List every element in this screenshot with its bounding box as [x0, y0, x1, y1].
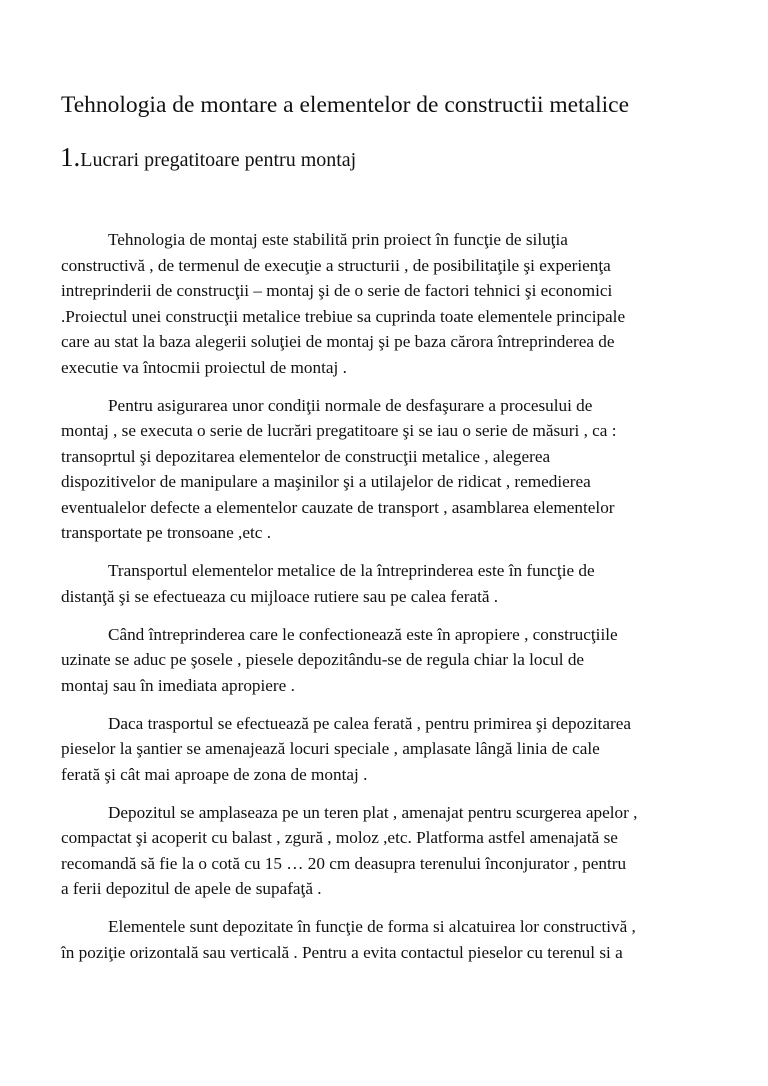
text-line: Depozitul se amplaseaza pe un teren plat , amenajat pentru scurgerea apelor , [108, 802, 638, 822]
paragraph [61, 558, 721, 609]
text-line: executie va întocmii proiectul de montaj . [61, 357, 347, 377]
text-line: montaj sau în imediata apropiere . [61, 675, 295, 695]
text-line: montaj , se executa o serie de lucrări pregatitoare şi se iau o serie de măsuri , ca : [61, 421, 617, 440]
text-line: Transportul elementelor metalice de la întreprinderea este în funcţie de [108, 561, 595, 580]
text-line: constructivă , de termenul de execuţie a structurii , de posibilitaţile şi experienţa [61, 255, 611, 275]
text-line: în poziţie orizontală sau verticală . Pentru a evita contactul pieselor cu terenul si a [61, 942, 623, 962]
text-line: Pentru asigurarea unor condiţii normale de desfaşurare a procesului de [108, 395, 593, 415]
text-line: Elementele sunt depozitate în funcţie de forma si alcatuirea lor constructivă , [108, 917, 636, 936]
text-line: transportate pe tronsoane ,etc . [61, 523, 271, 542]
paragraph [61, 227, 721, 380]
text-line: Când întreprinderea care le confectionează este în apropiere , construcţiile [108, 624, 618, 644]
text-line: .Proiectul unei construcţii metalice trebiue sa cuprinda toate elementele principale [61, 306, 626, 326]
section-heading-text: Lucrari pregatitoare pentru montaj [80, 149, 357, 171]
text-line: eventualelor defecte a elementelor cauzate de transport , asamblarea elementelor [61, 497, 615, 517]
text-line: Tehnologia de montaj este stabilită prin proiect în funcţie de siluţia [108, 230, 568, 249]
paragraph [61, 393, 721, 546]
text-line: intreprinderii de construcţii – montaj şi de o serie de factori tehnici şi economici [61, 281, 613, 300]
text-line: ferată şi cât mai aproape de zona de montaj . [61, 764, 368, 784]
paragraph [61, 711, 721, 788]
text-line: Daca trasportul se efectuează pe calea ferată , pentru primirea şi depozitarea [108, 713, 631, 733]
section-number: 1. [60, 142, 81, 172]
paragraph [61, 622, 721, 699]
text-line: pieselor la şantier se amenajează locuri speciale , amplasate lângă linia de cale [61, 739, 600, 758]
section-heading [60, 140, 720, 177]
text-line: uzinate se aduc pe şosele , piesele depozitându-se de regula chiar la locul de [61, 650, 585, 669]
text-line: compactat şi acoperit cu balast , zgură , moloz ,etc. Platforma astfel amenajată se [61, 828, 618, 847]
text-line: distanţă şi se efectueaza cu mijloace rutiere sau pe calea ferată . [61, 586, 499, 606]
document-body [61, 227, 721, 978]
text-line: recomandă să fie la o cotă cu 15 … 20 cm deasupra terenului înconjurator , pentru [61, 853, 627, 873]
text-line: care au stat la baza alegerii soluţiei de montaj şi pe baza cărora întreprinderea de [61, 332, 615, 351]
text-line: dispozitivelor de manipulare a maşinilor şi a utilajelor de ridicat , remedierea [61, 472, 591, 491]
paragraph [61, 800, 721, 902]
text-line: a ferii depozitul de apele de supafaţă . [61, 879, 322, 898]
document-title: Tehnologia de montare a elementelor de constructii metalice [61, 92, 629, 118]
text-line: transoprtul şi depozitarea elementelor de construcţii metalice , alegerea [61, 446, 551, 466]
paragraph [61, 914, 721, 965]
